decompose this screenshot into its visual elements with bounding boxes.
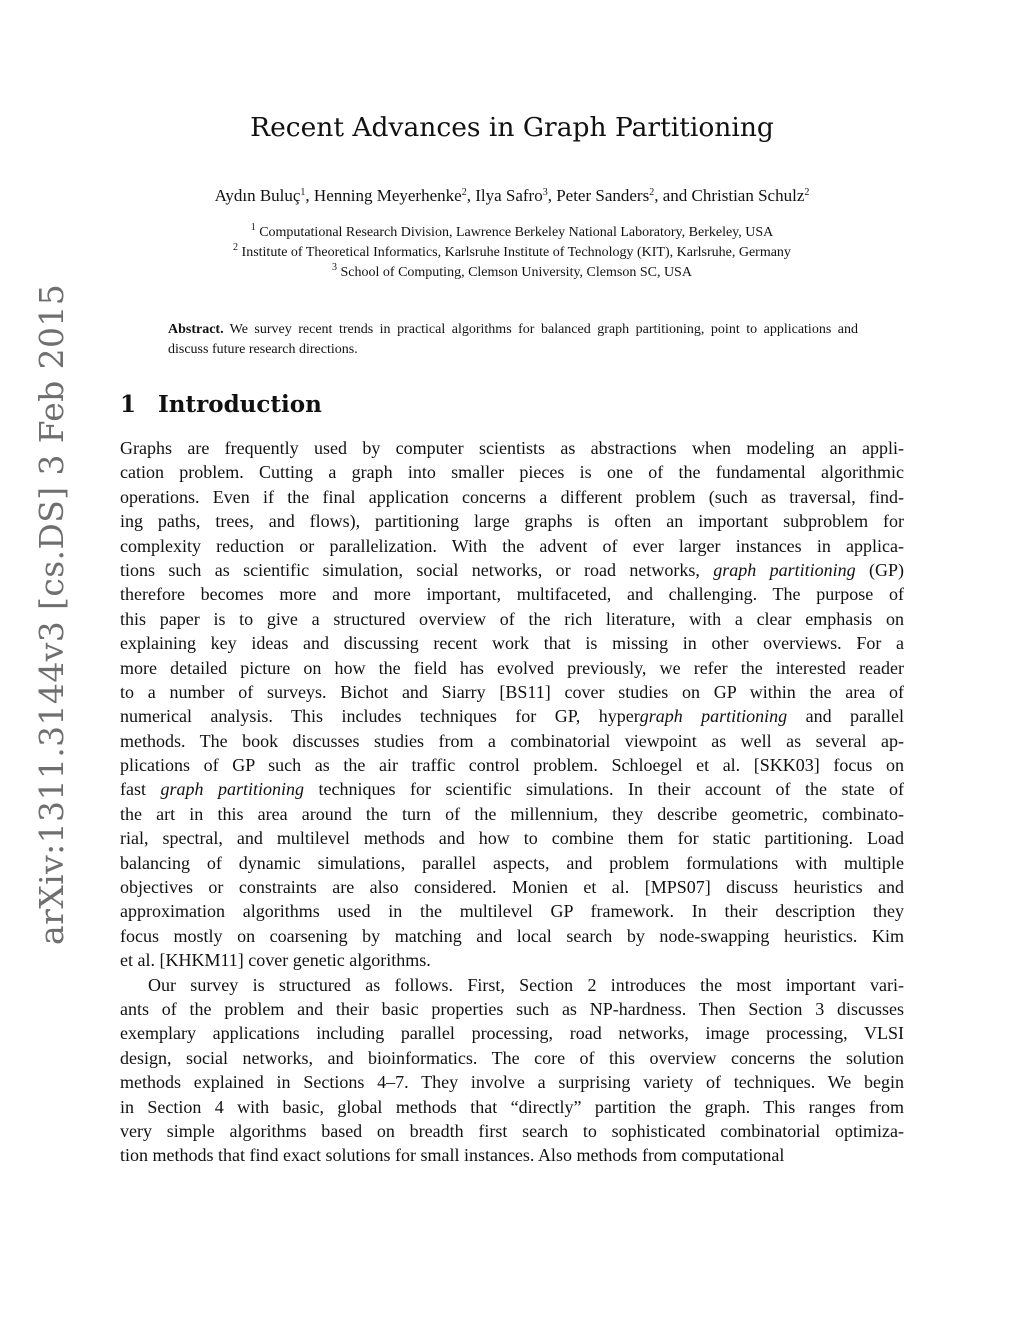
affiliation-line bbox=[0, 243, 1024, 263]
body-line: Graphs are frequently used by computer scientists as abstractions when modeling an appli- bbox=[120, 438, 904, 458]
body-line: approximation algorithms used in the multilevel GP framework. In their description they bbox=[120, 901, 904, 922]
paper-title: Recent Advances in Graph Partitioning bbox=[250, 112, 774, 143]
emphasis-term: graph partitioning bbox=[639, 706, 788, 727]
body-line: et al. [KHKM11] cover genetic algorithms. bbox=[120, 950, 431, 971]
section-heading bbox=[120, 391, 322, 418]
body-line: in Section 4 with basic, global methods that “directly” partition the graph. This ranges from bbox=[120, 1096, 904, 1117]
affiliation-line bbox=[0, 223, 1024, 243]
body-line: more detailed picture on how the field has evolved previously, we refer the interested reader bbox=[120, 657, 904, 678]
author-affiliation-mark: 2 bbox=[461, 187, 467, 198]
author-list bbox=[0, 186, 1024, 206]
body-line: to a number of surveys. Bichot and Siarry [BS11] cover studies on GP within the area of bbox=[120, 681, 904, 702]
arxiv-sidebar-stamp: arXiv:1311.3144v3 [cs.DS] 3 Feb 2015 bbox=[32, 283, 71, 945]
body-line: very simple algorithms based on breadth first search to sophisticated combinatorial optimiza- bbox=[120, 1120, 904, 1141]
author-separator: , bbox=[547, 186, 557, 205]
author-affiliation-mark: 3 bbox=[542, 187, 548, 198]
body-line: fast graph partitioning techniques for scientific simulations. In their account of the state of bbox=[120, 779, 904, 800]
body-line: tions such as scientific simulation, social networks, or road networks, graph partitioning (GP) bbox=[120, 559, 905, 580]
author-name: Aydın Buluç bbox=[214, 186, 301, 205]
author-name: Peter Sanders bbox=[556, 186, 650, 205]
body-line: therefore becomes more and more important, multifaceted, and challenging. The purpose of bbox=[120, 584, 904, 605]
author-separator: , bbox=[305, 186, 314, 205]
affiliation-text: Institute of Theoretical Informatics, Karlsruhe Institute of Technology (KIT), Karlsruhe, Germany bbox=[238, 245, 791, 260]
body-line: the art in this area around the turn of the millennium, they describe geometric, combinato- bbox=[120, 803, 904, 824]
author-name: Ilya Safro bbox=[475, 186, 543, 205]
body-line: ing paths, trees, and flows), partitioning large graphs is often an important subproblem for bbox=[120, 511, 904, 532]
affiliation-number: 2 bbox=[233, 242, 239, 253]
body-line: methods explained in Sections 4–7. They involve a surprising variety of techniques. We begin bbox=[120, 1072, 904, 1093]
abstract-label: Abstract. bbox=[168, 322, 224, 337]
body-text bbox=[120, 436, 904, 1168]
author-name: Christian Schulz bbox=[691, 186, 805, 205]
affiliation-text: Computational Research Division, Lawrence Berkeley National Laboratory, Berkeley, USA bbox=[255, 225, 774, 240]
emphasis-term: graph partitioning bbox=[713, 559, 856, 580]
affiliation-list bbox=[0, 223, 1024, 283]
abstract bbox=[168, 320, 858, 359]
affiliation-number: 3 bbox=[332, 262, 338, 273]
body-line: exemplary applications including parallel processing, road networks, image processing, VLSI bbox=[120, 1023, 904, 1044]
body-line: plications of GP such as the air traffic control problem. Schloegel et al. [SKK03] focus on bbox=[120, 755, 904, 776]
emphasis-term: graph partitioning bbox=[160, 779, 305, 800]
affiliation-line bbox=[0, 263, 1024, 283]
body-line: focus mostly on coarsening by matching and local search by node-swapping heuristics. Kim bbox=[120, 925, 904, 946]
body-line: ants of the problem and their basic properties such as NP-hardness. Then Section 3 discusses bbox=[120, 998, 904, 1019]
body-line: methods. The book discusses studies from a combinatorial viewpoint as well as several ap- bbox=[120, 730, 904, 751]
body-line: tion methods that find exact solutions for small instances. Also methods from computational bbox=[120, 1145, 785, 1166]
body-line: explaining key ideas and discussing recent work that is missing in other overviews. For a bbox=[120, 633, 904, 654]
body-line: operations. Even if the final application concerns a different problem (such as traversal, find- bbox=[120, 486, 904, 507]
body-line: objectives or constraints are also considered. Monien et al. [MPS07] discuss heuristics and bbox=[120, 877, 904, 898]
body-line: complexity reduction or parallelization. With the advent of ever larger instances in applica- bbox=[120, 535, 904, 556]
author-affiliation-mark: 2 bbox=[804, 187, 810, 198]
affiliation-number: 1 bbox=[250, 222, 256, 233]
section-number: 1 bbox=[120, 391, 137, 418]
body-line: rial, spectral, and multilevel methods and how to combine them for static partitioning. Load bbox=[120, 828, 904, 849]
body-line: cation problem. Cutting a graph into smaller pieces is one of the fundamental algorithmic bbox=[120, 462, 904, 483]
body-line: numerical analysis. This includes techniques for GP, hypergraph partitioning and parallel bbox=[120, 706, 904, 727]
body-line: balancing of dynamic simulations, parallel aspects, and problem formulations with multiple bbox=[120, 852, 904, 873]
body-line: this paper is to give a structured overview of the rich literature, with a clear emphasis on bbox=[120, 608, 904, 629]
abstract-text: We survey recent trends in practical algorithms for balanced graph partitioning, point to applications and discuss future research directions. bbox=[168, 322, 858, 357]
body-line: Our survey is structured as follows. First, Section 2 introduces the most important vari- bbox=[148, 974, 904, 995]
section-title: Introduction bbox=[158, 391, 322, 418]
affiliation-text: School of Computing, Clemson University, Clemson SC, USA bbox=[337, 265, 692, 280]
author-separator: , and bbox=[654, 186, 692, 205]
author-affiliation-mark: 2 bbox=[649, 187, 655, 198]
author-name: Henning Meyerhenke bbox=[313, 186, 462, 205]
author-affiliation-mark: 1 bbox=[300, 187, 306, 198]
author-separator: , bbox=[466, 186, 476, 205]
body-line: design, social networks, and bioinformatics. The core of this overview concerns the solution bbox=[120, 1047, 904, 1068]
